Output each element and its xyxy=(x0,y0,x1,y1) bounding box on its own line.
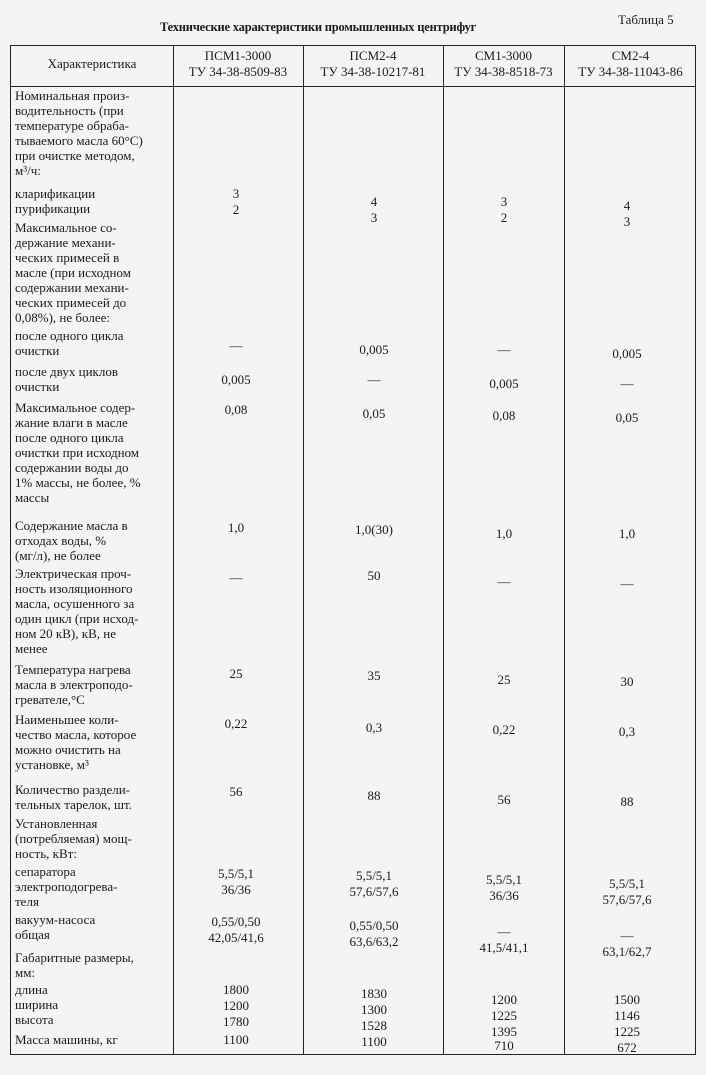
table-cell: 0,3 xyxy=(365,720,383,735)
table-cell: 1100 xyxy=(223,1032,249,1047)
table-cell: 1830 1300 1528 xyxy=(361,986,387,1033)
table-cell: 56 xyxy=(229,784,243,799)
header-spec: ТУ 34-38-10217-81 xyxy=(320,64,426,79)
column-divider xyxy=(443,46,444,1054)
table-cell: — xyxy=(229,570,243,585)
table-cell: 710 xyxy=(494,1038,514,1053)
table-cell: 0,22 xyxy=(492,722,516,737)
header-model-name: ПСМ2-4 xyxy=(349,48,397,63)
table-cell: 0,3 xyxy=(618,724,636,739)
specs-table xyxy=(10,45,696,1055)
table-cell: 0,05 xyxy=(362,406,386,421)
table-cell: 5,5/5,1 57,6/57,6 xyxy=(349,868,399,899)
table-cell: 672 xyxy=(617,1040,637,1055)
row-label-one-cycle: после одного цикла очистки xyxy=(15,328,124,358)
table-cell: — xyxy=(367,372,381,387)
table-cell: 50 xyxy=(367,568,381,583)
table-cell: 56 xyxy=(497,792,511,807)
header-model-name: СМ1-3000 xyxy=(474,48,533,63)
table-cell: 35 xyxy=(367,668,381,683)
table-cell: 1200 1225 1395 xyxy=(491,992,517,1039)
table-cell: 1800 1200 1780 xyxy=(223,982,249,1029)
row-label-mass: Масса машины, кг xyxy=(15,1032,118,1047)
row-label-dimensions: Габаритные размеры, мм: xyxy=(15,950,134,980)
header-spec: ТУ 34-38-8509-83 xyxy=(188,64,288,79)
table-cell: 5,5/5,1 36/36 xyxy=(217,866,255,897)
table-cell: 4 3 xyxy=(370,194,378,225)
table-cell: — xyxy=(620,576,634,591)
table-cell: 0,005 xyxy=(612,346,642,361)
table-cell: — xyxy=(497,342,511,357)
header-characteristic: Характеристика xyxy=(47,56,137,71)
row-label-moisture: Максимальное содер- жание влаги в масле после одного цикла очистки при исходном содержании воды до 1% массы, не более, % массы xyxy=(15,400,141,505)
row-label-oil-content: Содержание масла в отходах воды, % (мг/л), не более xyxy=(15,518,128,563)
table-cell: 5,5/5,1 57,6/57,6 xyxy=(602,876,652,907)
row-label-power-total: вакуум-насоса общая xyxy=(15,912,96,942)
table-cell: 1,0 xyxy=(495,526,513,541)
table-cell: 0,005 xyxy=(359,342,389,357)
table-cell: — 63,1/62,7 xyxy=(602,928,652,959)
table-cell: — 41,5/41,1 xyxy=(479,924,529,955)
table-cell: 1100 xyxy=(361,1034,387,1049)
table-cell: 0,005 xyxy=(221,372,251,387)
table-cell: 88 xyxy=(620,794,634,809)
header-sm1-3000 xyxy=(443,48,564,80)
table-title: Технические характеристики промышленных центрифуг xyxy=(160,20,477,34)
table-cell: 1,0 xyxy=(618,526,636,541)
column-divider xyxy=(303,46,304,1054)
header-divider xyxy=(11,86,695,87)
table-cell: 0,22 xyxy=(224,716,248,731)
header-spec: ТУ 34-38-11043-86 xyxy=(578,64,683,79)
row-label-impurities: Максимальное со- держание механи- ческих примесей в масле (при исходном содержании механи- ческих примесей до 0,08%), не более: xyxy=(15,220,131,325)
header-psm1-3000 xyxy=(173,48,303,80)
table-cell: 25 xyxy=(497,672,511,687)
header-sm2-4 xyxy=(564,48,697,80)
table-cell: 30 xyxy=(620,674,634,689)
table-cell: — xyxy=(497,574,511,589)
table-cell: 25 xyxy=(229,666,243,681)
table-cell: 5,5/5,1 36/36 xyxy=(485,872,523,903)
table-cell: 0,005 xyxy=(489,376,519,391)
row-label-temperature: Температура нагрева масла в электроподо- гревателе,°С xyxy=(15,662,133,707)
row-label-two-cycles: после двух циклов очистки xyxy=(15,364,118,394)
table-cell: 1,0 xyxy=(227,520,245,535)
table-cell: 1500 1146 1225 xyxy=(614,992,640,1039)
table-cell: 3 2 xyxy=(500,194,508,225)
header-model-name: ПСМ1-3000 xyxy=(204,48,272,63)
row-label-productivity: Номинальная произ- водительность (при температуре обраба- тываемого масла 60°С) при очистке методом, м³/ч: xyxy=(15,88,143,178)
header-spec: ТУ 34-38-8518-73 xyxy=(454,64,553,79)
table-cell: 0,08 xyxy=(492,408,516,423)
row-label-power: Установленная (потребляемая) мощ- ность, кВт: xyxy=(15,816,132,861)
table-cell: — xyxy=(620,376,634,391)
row-label-electric-strength: Электрическая проч- ность изоляционного масла, осушенного за один цикл (при исход- ном 20 кВ), кВ, не менее xyxy=(15,566,139,656)
row-label-plates: Количество раздели- тельных тарелок, шт. xyxy=(15,782,132,812)
column-divider xyxy=(173,46,174,1054)
table-cell: 0,55/0,50 63,6/63,2 xyxy=(349,918,399,949)
table-cell: 1,0(30) xyxy=(355,522,393,537)
header-psm2-4 xyxy=(303,48,443,80)
row-label-min-oil: Наименьшее коли- чество масла, которое можно очистить на установке, м³ xyxy=(15,712,137,772)
table-cell: — xyxy=(229,338,243,353)
table-cell: 0,08 xyxy=(224,402,248,417)
row-label-methods: кларификации пурификации xyxy=(15,186,96,216)
header-model-name: СМ2-4 xyxy=(611,48,650,63)
table-cell: 0,05 xyxy=(615,410,639,425)
table-cell: 88 xyxy=(367,788,381,803)
table-cell: 4 3 xyxy=(623,198,631,229)
table-number: Таблица 5 xyxy=(618,12,674,27)
column-divider xyxy=(564,46,565,1054)
row-label-dimension-items: длина ширина высота xyxy=(15,982,59,1027)
table-cell: 0,55/0,50 42,05/41,6 xyxy=(208,914,264,945)
table-cell: 3 2 xyxy=(232,186,240,217)
row-label-power-items: сепаратора электроподогрева- теля xyxy=(15,864,118,909)
